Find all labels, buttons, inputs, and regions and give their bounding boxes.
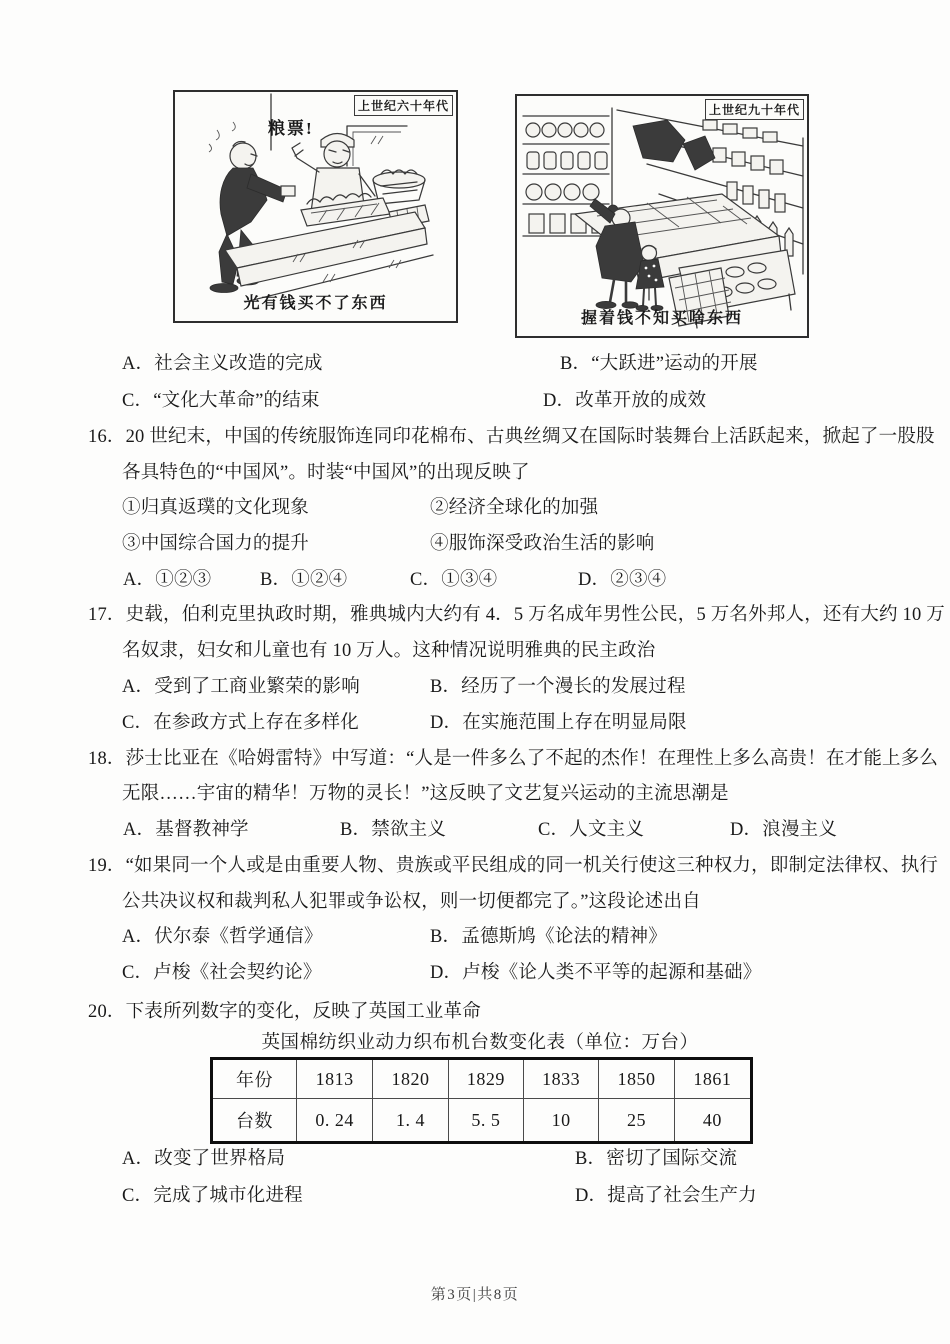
cartoon-1990s-illustration [517,96,807,336]
table-header-cell: 年份 [212,1059,297,1099]
cartoon-1960s-illustration [175,92,456,321]
q19-option-b: B．孟德斯鸠《论法的精神》 [430,927,667,947]
q16-option-a: A．①②③ [123,570,212,590]
table-header-cell: 1829 [448,1059,523,1099]
q17-stem-line1: 17．史载，伯利克里执政时期，雅典城内大约有 4．5 万名成年男性公民，5 万名外邦人，还有大约 10 万 [88,605,945,625]
q16-item4: ④服饰深受政治生活的影响 [430,534,655,554]
q16-option-c: C．①③④ [410,570,498,590]
q17-option-c: C．在参政方式上存在多样化 [122,713,359,733]
era-label-1990s: 上世纪九十年代 [705,99,804,120]
q16-stem-line1: 16．20 世纪末，中国的传统服饰连同印花棉布、古典丝绸又在国际时装舞台上活跃起来，掀起了一股股 [88,427,935,447]
speech-liangpiao: 粮票! [268,119,314,138]
q18-stem-line2: 无限……宇宙的精华！万物的灵长！”这反映了文艺复兴运动的主流思潮是 [122,784,729,804]
table-header-cell: 1850 [599,1059,674,1099]
power-loom-table [210,1057,753,1144]
table-header-cell: 1833 [524,1059,599,1099]
q19-stem-line1: 19．“如果同一个人或是由重要人物、贵族或平民组成的同一机关行使这三种权力，即制定法律权、执行 [88,856,939,876]
caption-1990s: 握着钱不知买啥东西 [580,310,743,327]
cartoon-question-option-d: D．改革开放的成效 [543,391,707,411]
q19-option-a: A．伏尔泰《哲学通信》 [122,927,323,947]
q18-option-b: B．禁欲主义 [340,820,447,840]
q20-stem-line1: 20．下表所列数字的变化，反映了英国工业革命 [88,1002,481,1022]
table-cell: 0. 24 [297,1099,373,1143]
q20-table-title: 英国棉纺织业动力织布机台数变化表（单位：万台） [261,1033,699,1053]
q16-item3: ③中国综合国力的提升 [122,534,310,554]
q18-option-a: A．基督教神学 [123,820,249,840]
table-cell: 台数 [212,1099,297,1143]
q16-stem-line2: 各具特色的“中国风”。时装“中国风”的出现反映了 [122,463,530,483]
caption-1960s: 光有钱买不了东西 [243,295,388,312]
cartoon-question-option-a: A．社会主义改造的完成 [122,354,323,374]
q16-option-b: B．①②④ [260,570,348,590]
table-row-years [212,1059,752,1099]
q18-option-c: C．人文主义 [538,820,645,840]
table-cell: 5. 5 [448,1099,523,1143]
table-header-cell: 1813 [297,1059,373,1099]
counter [225,212,433,302]
table-cell: 10 [524,1099,599,1143]
q19-stem-line2: 公共决议权和裁判私人犯罪或争讼权，则一切便都完了。”这段论述出自 [122,892,701,912]
q17-option-b: B．经历了一个漫长的发展过程 [430,677,686,697]
table-header-cell: 1820 [373,1059,448,1099]
q20-option-a: A．改变了世界格局 [122,1149,286,1169]
q20-option-d: D．提高了社会生产力 [575,1186,757,1206]
q18-option-d: D．浪漫主义 [730,820,838,840]
q19-option-d: D．卢梭《论人类不平等的起源和基础》 [430,963,762,983]
table-cell: 1. 4 [373,1099,448,1143]
q16-item2: ②经济全球化的加强 [430,498,599,518]
cartoon-1990s [515,94,809,338]
q17-stem-line2: 名奴隶，妇女和儿童也有 10 万人。这种情况说明雅典的民主政治 [122,641,656,661]
table-row-counts [212,1099,752,1143]
q20-option-b: B．密切了国际交流 [575,1149,738,1169]
cartoon-question-option-b: B．“大跃进”运动的开展 [560,354,758,374]
table-cell: 25 [599,1099,674,1143]
cartoon-question-option-c: C．“文化大革命”的结束 [122,391,320,411]
q17-option-a: A．受到了工商业繁荣的影响 [122,677,360,697]
q16-option-d: D．②③④ [578,570,667,590]
page-number-footer: 第3页|共8页 [430,1287,520,1303]
table-cell: 40 [674,1099,751,1143]
q20-option-c: C．完成了城市化进程 [122,1186,303,1206]
q17-option-d: D．在实施范围上存在明显局限 [430,713,687,733]
q16-item1: ①归真返璞的文化现象 [122,498,310,518]
q19-option-c: C．卢梭《社会契约论》 [122,963,322,983]
table-header-cell: 1861 [674,1059,751,1099]
q18-stem-line1: 18．莎士比亚在《哈姆雷特》中写道：“人是一件多么了不起的杰作！在理性上多么高贵！在才能上多么 [88,749,939,769]
era-label-1960s: 上世纪六十年代 [354,95,453,116]
cartoon-1960s [173,90,458,323]
